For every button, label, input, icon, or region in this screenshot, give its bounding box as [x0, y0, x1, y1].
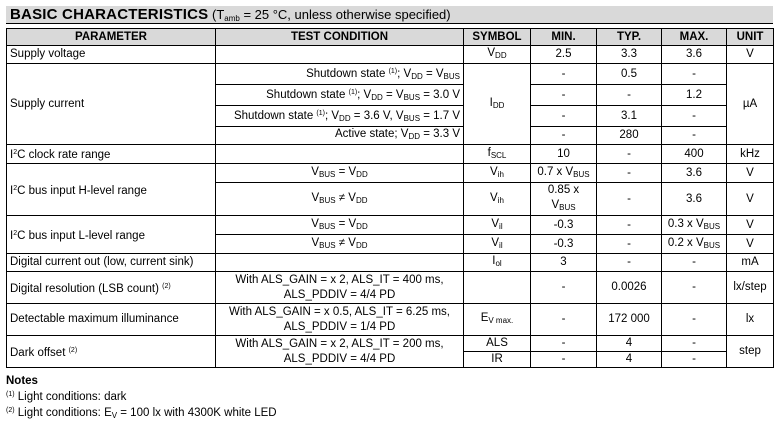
condition-cell: $V_{BUS} = V_{DD}$: [216, 216, 464, 235]
condition-cell: [216, 145, 464, 164]
symbol-cell: $I_{ol}$: [464, 254, 531, 272]
typ-cell: -: [597, 164, 662, 183]
unit-cell: lx/step: [727, 272, 774, 304]
param-cell: Digital resolution (LSB count) $^{(2)}$: [7, 272, 216, 304]
note-1: $^{(1)}$ Light conditions: dark: [6, 391, 127, 403]
typ-cell: 0.0026: [597, 272, 662, 304]
max-cell: -: [662, 106, 727, 127]
param-cell: Dark offset $^{(2)}$: [7, 336, 216, 368]
typ-cell: -: [597, 145, 662, 164]
header-unit: UNIT: [727, 29, 774, 46]
table-row: [7, 336, 774, 352]
note-2: $^{(2)}$ Light conditions: $E_V = 100$ lx with 4300K white LED: [6, 407, 277, 420]
table-row: [7, 304, 774, 336]
header-max: MAX.: [662, 29, 727, 46]
min-cell: -: [531, 352, 597, 368]
table-row: [7, 216, 774, 235]
param-cell: $I^2C$ bus input L-level range: [7, 216, 216, 254]
unit-cell: V: [727, 46, 774, 64]
min-cell: -: [531, 272, 597, 304]
header-parameter: PARAMETER: [7, 29, 216, 46]
condition-cell: Active state; $V_{DD} = 3.3$ V: [216, 127, 464, 145]
min-cell: -: [531, 127, 597, 145]
typ-cell: 3.3: [597, 46, 662, 64]
table-header-row: [7, 29, 774, 46]
unit-cell: lx: [727, 304, 774, 336]
typ-cell: 4: [597, 336, 662, 352]
max-cell: -: [662, 254, 727, 272]
characteristics-table: [6, 28, 774, 368]
min-cell: 0.7 x $V_{BUS}$: [531, 164, 597, 183]
param-cell: Detectable maximum illuminance: [7, 304, 216, 336]
max-cell: -: [662, 304, 727, 336]
min-cell: 2.5: [531, 46, 597, 64]
unit-cell: mA: [727, 254, 774, 272]
min-cell: -: [531, 304, 597, 336]
typ-cell: 0.5: [597, 64, 662, 85]
unit-cell: step: [727, 336, 774, 368]
table-row: [7, 272, 774, 304]
table-row: [7, 164, 774, 183]
header-test-condition: TEST CONDITION: [216, 29, 464, 46]
min-cell: 10: [531, 145, 597, 164]
min-cell: -0.3: [531, 235, 597, 254]
section-title: [6, 6, 773, 24]
min-cell: 3: [531, 254, 597, 272]
param-cell: Supply voltage: [7, 46, 216, 64]
param-cell: $I^2C$ bus input H-level range: [7, 164, 216, 216]
condition-cell: $V_{BUS} \ne V_{DD}$: [216, 235, 464, 254]
max-cell: 3.6: [662, 183, 727, 216]
min-cell: -: [531, 336, 597, 352]
header-typ: TYP.: [597, 29, 662, 46]
max-cell: -: [662, 352, 727, 368]
typ-cell: -: [597, 85, 662, 106]
symbol-cell: $E_{V max.}$: [464, 304, 531, 336]
section-title-main: BASIC CHARACTERISTICS: [10, 6, 209, 23]
section-title-condition: ($T_{amb} = 25$ °C, unless otherwise specified): [208, 7, 451, 23]
max-cell: -: [662, 127, 727, 145]
symbol-cell: $f_{SCL}$: [464, 145, 531, 164]
max-cell: -: [662, 64, 727, 85]
header-min: MIN.: [531, 29, 597, 46]
symbol-cell: [464, 272, 531, 304]
symbol-cell: $V_{DD}$: [464, 46, 531, 64]
condition-cell: $V_{BUS} = V_{DD}$: [216, 164, 464, 183]
max-cell: 400: [662, 145, 727, 164]
max-cell: 3.6: [662, 164, 727, 183]
max-cell: -: [662, 336, 727, 352]
condition-cell: Shutdown state $^{(1)}$; $V_{DD} = V_{BUS}$: [216, 64, 464, 85]
typ-cell: -: [597, 216, 662, 235]
param-cell: Digital current out (low, current sink): [7, 254, 216, 272]
condition-cell: [216, 254, 464, 272]
symbol-cell: $I_{DD}$: [464, 64, 531, 145]
min-cell: -: [531, 106, 597, 127]
symbol-cell: ALS: [464, 336, 531, 352]
unit-cell: V: [727, 183, 774, 216]
table-row: [7, 64, 774, 85]
typ-cell: 172 000: [597, 304, 662, 336]
max-cell: 1.2: [662, 85, 727, 106]
condition-cell: [216, 46, 464, 64]
table-row: [7, 145, 774, 164]
param-cell: Supply current: [7, 64, 216, 145]
unit-cell: V: [727, 235, 774, 254]
table-row: [7, 254, 774, 272]
max-cell: 0.2 x $V_{BUS}$: [662, 235, 727, 254]
symbol-cell: $V_{ih}$: [464, 164, 531, 183]
min-cell: 0.85 x $V_{BUS}$: [531, 183, 597, 216]
notes-heading: Notes: [6, 375, 38, 387]
symbol-cell: $V_{il}$: [464, 235, 531, 254]
min-cell: -: [531, 85, 597, 106]
condition-cell: With ALS_GAIN = x 2, ALS_IT = 200 ms, ALS_PDDIV = 4/4 PD: [216, 336, 464, 368]
symbol-cell: $V_{il}$: [464, 216, 531, 235]
min-cell: -0.3: [531, 216, 597, 235]
unit-cell: µA: [727, 64, 774, 145]
max-cell: -: [662, 272, 727, 304]
param-cell: $I^2C$ clock rate range: [7, 145, 216, 164]
min-cell: -: [531, 64, 597, 85]
typ-cell: -: [597, 235, 662, 254]
condition-cell: $V_{BUS} \ne V_{DD}$: [216, 183, 464, 216]
unit-cell: kHz: [727, 145, 774, 164]
typ-cell: 3.1: [597, 106, 662, 127]
table-row: [7, 46, 774, 64]
max-cell: 3.6: [662, 46, 727, 64]
typ-cell: -: [597, 254, 662, 272]
unit-cell: V: [727, 164, 774, 183]
condition-cell: With ALS_GAIN = x 0.5, ALS_IT = 6.25 ms, ALS_PDDIV = 1/4 PD: [216, 304, 464, 336]
max-cell: 0.3 x $V_{BUS}$: [662, 216, 727, 235]
header-symbol: SYMBOL: [464, 29, 531, 46]
condition-cell: Shutdown state $^{(1)}$; $V_{DD} = 3.6$ V, $V_{BUS} = 1.7$ V: [216, 106, 464, 127]
symbol-cell: $V_{ih}$: [464, 183, 531, 216]
typ-cell: 280: [597, 127, 662, 145]
typ-cell: -: [597, 183, 662, 216]
unit-cell: V: [727, 216, 774, 235]
condition-cell: With ALS_GAIN = x 2, ALS_IT = 400 ms, ALS_PDDIV = 4/4 PD: [216, 272, 464, 304]
symbol-cell: IR: [464, 352, 531, 368]
notes-section: [6, 374, 277, 423]
typ-cell: 4: [597, 352, 662, 368]
condition-cell: Shutdown state $^{(1)}$; $V_{DD} = V_{BUS} = 3.0$ V: [216, 85, 464, 106]
